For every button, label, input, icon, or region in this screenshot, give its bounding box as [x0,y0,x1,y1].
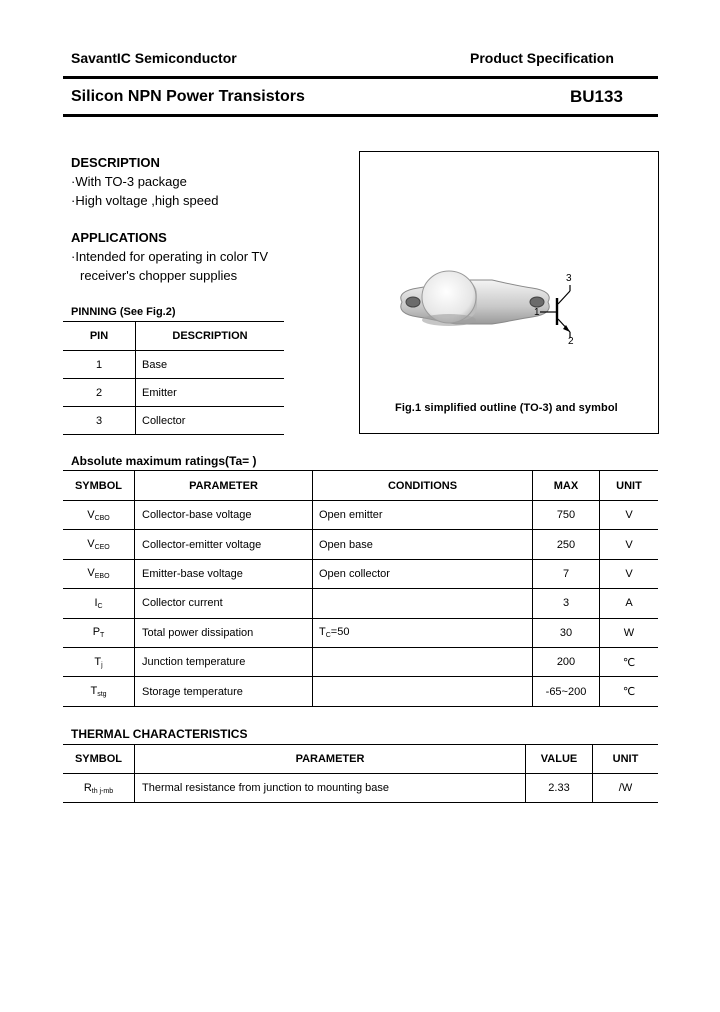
column-header: MAX [533,471,600,501]
mounting-hole [406,297,420,307]
conditions-cell [313,647,533,676]
table-row [63,774,658,803]
conditions-cell: Open collector [313,559,533,588]
symbol: V [87,538,95,551]
symbol: I [94,596,98,609]
unit-cell: A [600,589,659,618]
symbol-subscript: th j-mb [91,787,114,795]
column-header: PARAMETER [135,745,526,774]
table-header-row [63,322,284,351]
table-row [63,407,284,435]
table-header-row [63,745,658,774]
unit-cell: ℃ [600,677,659,706]
symbol-cell [63,559,135,588]
conditions-cell: Open base [313,530,533,559]
condition-subscript: C [325,632,331,640]
symbol-subscript: C [97,602,103,610]
symbol: R [83,781,92,794]
conditions-cell [313,677,533,706]
max-cell: 750 [533,501,600,530]
pin-number: 2 [63,379,136,407]
symbol: P [92,626,101,639]
pin-number: 1 [63,351,136,379]
to3-package-image [360,152,658,433]
table-row [63,501,658,530]
symbol-cell [63,530,135,559]
symbol: V [87,508,95,521]
description-line: ·High voltage ,high speed [71,193,219,208]
applications-line: ·Intended for operating in color TV [71,249,269,264]
symbol-subscript: T [100,632,105,640]
column-header: VALUE [526,745,593,774]
max-cell: 7 [533,559,600,588]
symbol-cell [63,647,135,676]
table-row [63,559,658,588]
symbol-subscript: EBO [94,573,110,581]
ratings-heading: Absolute maximum ratings(Ta= ) [71,454,257,468]
pin-description: Emitter [136,379,285,407]
applications-line: receiver's chopper supplies [80,268,238,283]
company-name: SavantIC Semiconductor [71,50,237,66]
unit-cell: W [600,618,659,647]
spec-label: Product Specification [470,50,614,66]
column-header: CONDITIONS [313,471,533,501]
column-header: SYMBOL [63,745,135,774]
ratings-table [63,470,658,707]
column-header: UNIT [600,471,659,501]
pinning-heading: PINNING (See Fig.2) [71,306,176,318]
parameter-cell: Junction temperature [135,647,313,676]
unit-cell: /W [593,774,659,803]
header-rule-bottom [63,114,658,117]
table-row [63,379,284,407]
parameter-cell: Collector-base voltage [135,501,313,530]
condition-symbol: T [319,626,326,639]
column-header: DESCRIPTION [136,322,285,351]
applications-heading: APPLICATIONS [71,230,167,245]
column-header: UNIT [593,745,659,774]
unit-cell: V [600,530,659,559]
max-cell: -65~200 [533,677,600,706]
max-cell: 3 [533,589,600,618]
table-row [63,618,658,647]
table-row [63,530,658,559]
table-row [63,647,658,676]
conditions-cell: Open emitter [313,501,533,530]
pin-number: 3 [63,407,136,435]
description-line: ·With TO-3 package [71,174,187,189]
table-row [63,677,658,706]
symbol-subscript: CEO [94,544,110,552]
max-cell: 30 [533,618,600,647]
figure-caption: Fig.1 simplified outline (TO-3) and symbol [395,402,618,414]
symbol-pin-label: 1 [534,307,540,318]
description-heading: DESCRIPTION [71,155,160,170]
symbol-pin-label: 2 [568,336,574,347]
mounting-hole [530,297,544,307]
column-header: PARAMETER [135,471,313,501]
parameter-cell: Collector-emitter voltage [135,530,313,559]
symbol-cell [63,774,135,803]
thermal-table [63,744,658,803]
unit-cell: V [600,501,659,530]
conditions-cell [313,618,533,647]
symbol-cell [63,589,135,618]
max-cell: 200 [533,647,600,676]
header-rule-top [63,76,658,79]
document-title: Silicon NPN Power Transistors [71,88,305,105]
unit-cell: V [600,559,659,588]
max-cell: 250 [533,530,600,559]
column-header: SYMBOL [63,471,135,501]
unit-cell: ℃ [600,647,659,676]
parameter-cell: Thermal resistance from junction to mounting base [135,774,526,803]
pin-description: Base [136,351,285,379]
table-row [63,351,284,379]
conditions-cell [313,589,533,618]
symbol-subscript: j [101,661,103,669]
condition-value: =50 [330,626,356,639]
symbol-cell [63,501,135,530]
table-row [63,589,658,618]
parameter-cell: Emitter-base voltage [135,559,313,588]
symbol-subscript: CBO [94,514,110,522]
parameter-cell: Storage temperature [135,677,313,706]
symbol-subscript: stg [97,691,107,699]
parameter-cell: Total power dissipation [135,618,313,647]
symbol-pin-label: 3 [566,273,572,284]
part-number: BU133 [570,87,623,106]
symbol-cell [63,618,135,647]
figure-box [359,151,659,434]
parameter-cell: Collector current [135,589,313,618]
column-header: PIN [63,322,136,351]
table-header-row [63,471,658,501]
pinning-table [63,321,284,435]
symbol-cell [63,677,135,706]
pin-description: Collector [136,407,285,435]
symbol: T [90,685,98,698]
symbol: V [87,567,95,580]
thermal-heading: THERMAL CHARACTERISTICS [71,727,248,741]
symbol: T [94,655,102,668]
value-cell: 2.33 [526,774,593,803]
